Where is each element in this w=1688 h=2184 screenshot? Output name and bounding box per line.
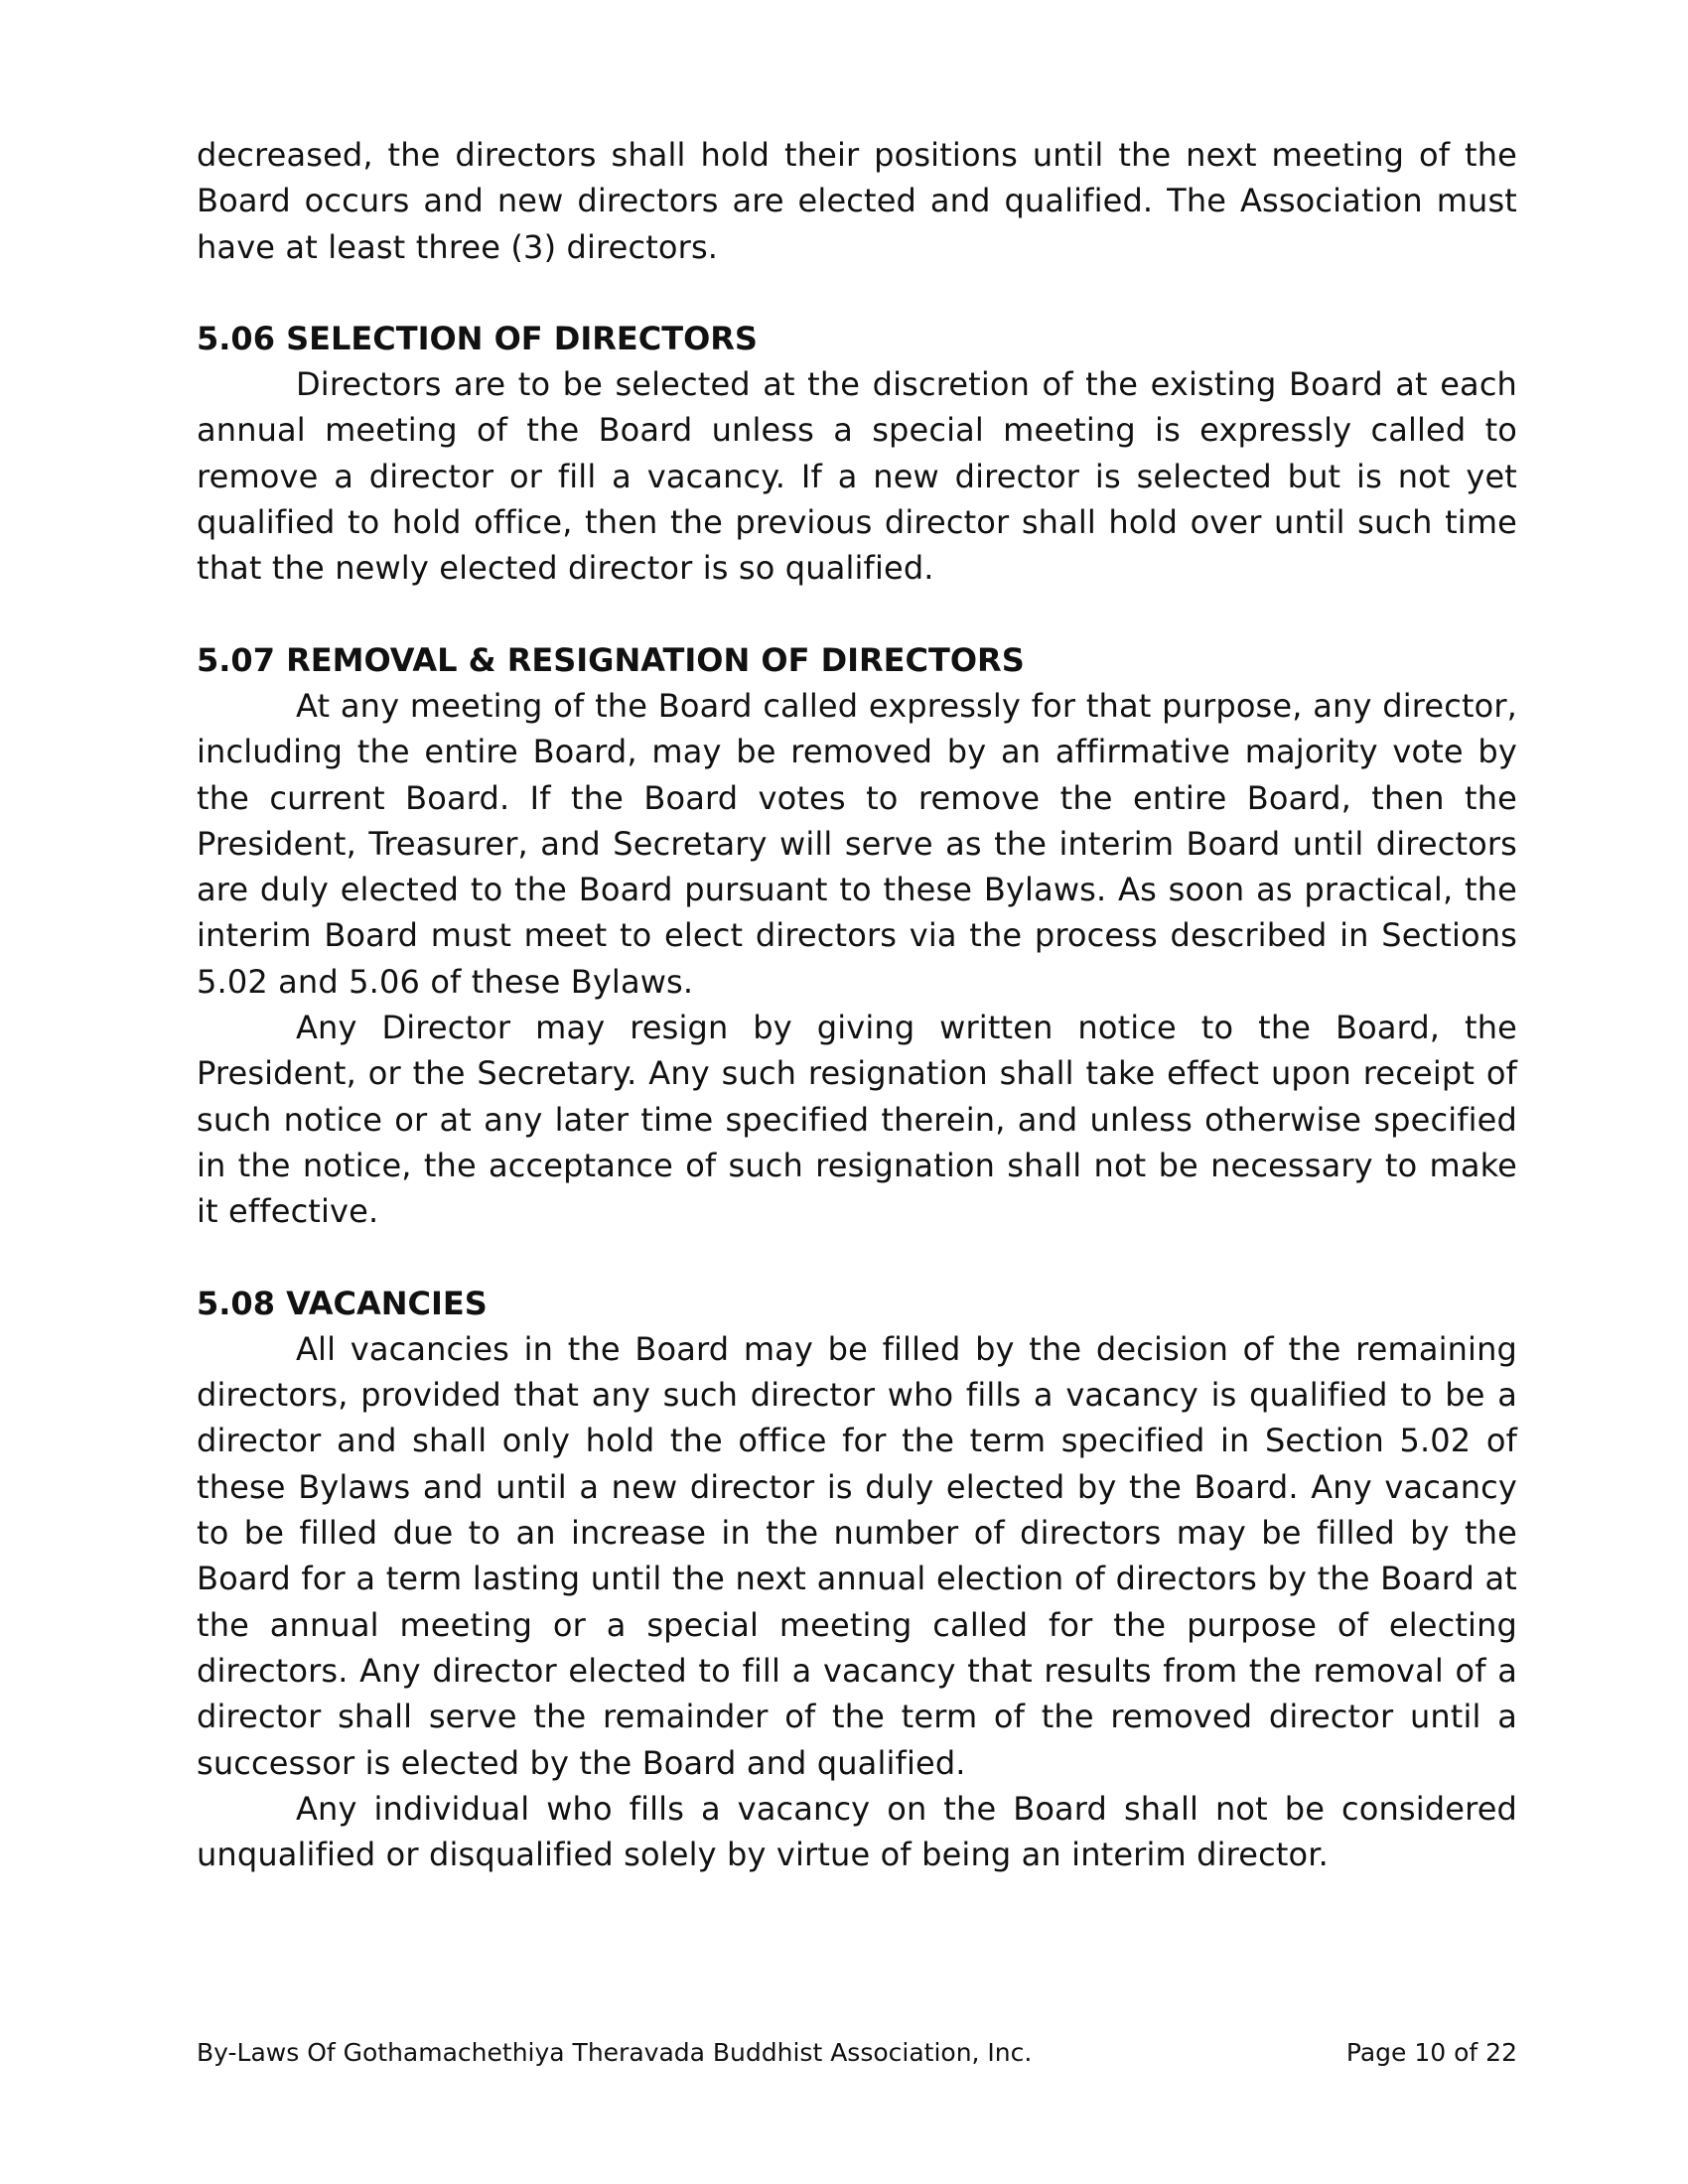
section-heading-5-08: 5.08 VACANCIES [197,1284,488,1322]
section-5-07-paragraph-2: Any Director may resign by giving written notice to the Board, the President, or the Secretary. Any such resignation shall take effect upon receipt of such notice or at any later time specified therein, and unless otherwise specified in the notice, the acceptance of such resignation shall not be necessary to make it effective. [197,1009,1517,1231]
document-body [197,132,1517,1877]
footer-document-title: By-Laws Of Gothamachethiya Theravada Buddhist Association, Inc. [197,2038,1033,2067]
section-5-08-paragraph-1: All vacancies in the Board may be filled by the decision of the remaining directors, provided that any such director who fills a vacancy is qualified to be a director and shall only hold the office for the term specified in Section 5.02 of these Bylaws and until a new director is duly elected by the Board. Any vacancy to be filled due to an increase in the number of directors may be filled by the Board for a term lasting until the next annual election of directors by the Board at the annual meeting or a special meeting called for the purpose of electing directors. Any director elected to fill a vacancy that results from the removal of a director shall serve the remainder of the term of the removed director until a successor is elected by the Board and qualified. [197,1329,1517,1782]
section-5-08-paragraph-2: Any individual who fills a vacancy on the Board shall not be considered unqualified or disqualified solely by virtue of being an interim director. [197,1789,1517,1874]
section-5-07-paragraph-1: At any meeting of the Board called expressly for that purpose, any director, including the entire Board, may be removed by an affirmative majority vote by the current Board. If the Board votes to remove the entire Board, then the President, Treasurer, and Secretary will serve as the interim Board until directors are duly elected to the Board pursuant to these Bylaws. As soon as practical, the interim Board must meet to elect directors via the process described in Sections 5.02 and 5.06 of these Bylaws. [197,686,1517,1001]
intro-paragraph: decreased, the directors shall hold their positions until the next meeting of the Board occurs and new directors are elected and qualified. The Association must have at least three (3) directors. [197,136,1517,266]
page-footer [197,2035,1517,2071]
section-5-06-paragraph-1: Directors are to be selected at the discretion of the existing Board at each annual meeting of the Board unless a special meeting is expressly called to remove a director or fill a vacancy. If a new director is selected but is not yet qualified to hold office, then the previous director shall hold over until such time that the newly elected director is so qualified. [197,365,1517,588]
section-heading-5-06: 5.06 SELECTION OF DIRECTORS [197,319,758,357]
section-heading-5-07: 5.07 REMOVAL & RESIGNATION OF DIRECTORS [197,640,1025,679]
footer-page-number: Page 10 of 22 [1345,2038,1517,2067]
